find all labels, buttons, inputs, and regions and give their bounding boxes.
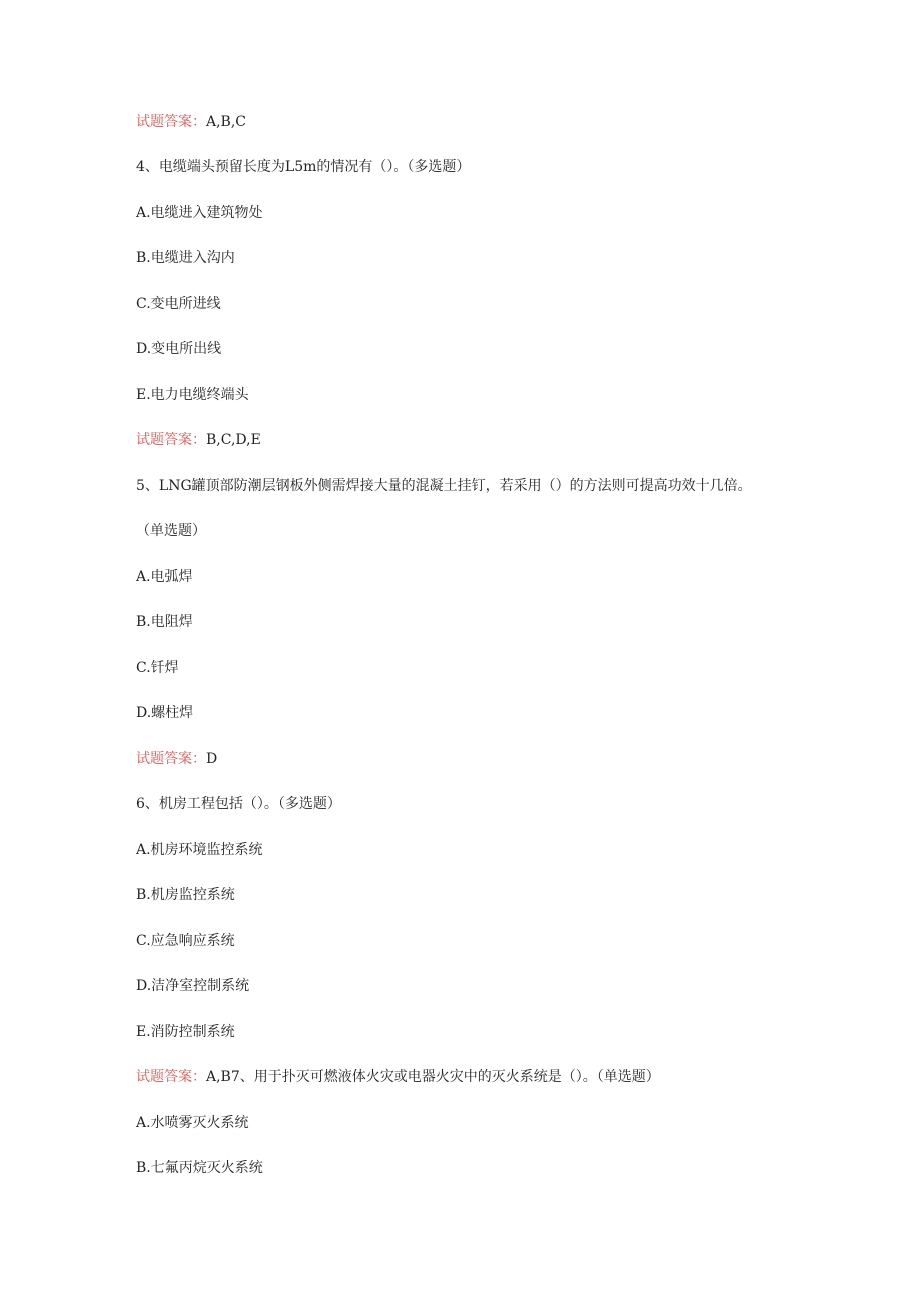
option-line: B.机房监控系统 <box>136 887 235 903</box>
answer-label: 试题答案： <box>136 1069 206 1085</box>
answer-label: 试题答案： <box>136 751 206 767</box>
option-line: C.钎焊 <box>136 660 179 676</box>
question-4-text: 4、电缆端头预留长度为L5m的情况有（）。（多选题） <box>136 159 471 175</box>
answer-line <box>136 1068 660 1086</box>
option-line: A.水喷雾灭火系统 <box>136 1115 249 1131</box>
answer-line <box>136 113 246 131</box>
answer-value: A,B7、用于扑灭可燃液体火灾或电器火灾中的灭火系统是（）。（单选题） <box>206 1069 660 1085</box>
option-line: D.洁净室控制系统 <box>136 978 250 994</box>
option-line: C.变电所进线 <box>136 296 221 312</box>
answer-line <box>136 431 261 449</box>
option-line: A.电缆进入建筑物处 <box>136 205 263 221</box>
option-line: A.电弧焊 <box>136 569 193 585</box>
option-line: D.螺柱焊 <box>136 705 194 721</box>
option-line: B.电缆进入沟内 <box>136 250 235 266</box>
question-5-text: 5、LNG罐顶部防潮层钢板外侧需焊接大量的混凝土挂钉，若采用（）的方法则可提高功效十几倍。 <box>136 478 752 494</box>
answer-label: 试题答案： <box>136 114 206 130</box>
answer-label: 试题答案： <box>136 432 206 448</box>
option-line: B.电阻焊 <box>136 614 193 630</box>
question-type: （单选题） <box>136 523 206 539</box>
option-line: D.变电所出线 <box>136 341 222 357</box>
answer-value: B,C,D,E <box>206 432 261 448</box>
answer-line <box>136 750 217 768</box>
option-line: C.应急响应系统 <box>136 933 235 949</box>
question-6-text: 6、机房工程包括（）。（多选题） <box>136 796 341 812</box>
option-line: E.消防控制系统 <box>136 1024 235 1040</box>
answer-value: D <box>206 751 218 767</box>
option-line: E.电力电缆终端头 <box>136 387 249 403</box>
option-line: B.七氟丙烷灭火系统 <box>136 1160 263 1176</box>
option-line: A.机房环境监控系统 <box>136 842 263 858</box>
answer-value: A,B,C <box>206 114 247 130</box>
